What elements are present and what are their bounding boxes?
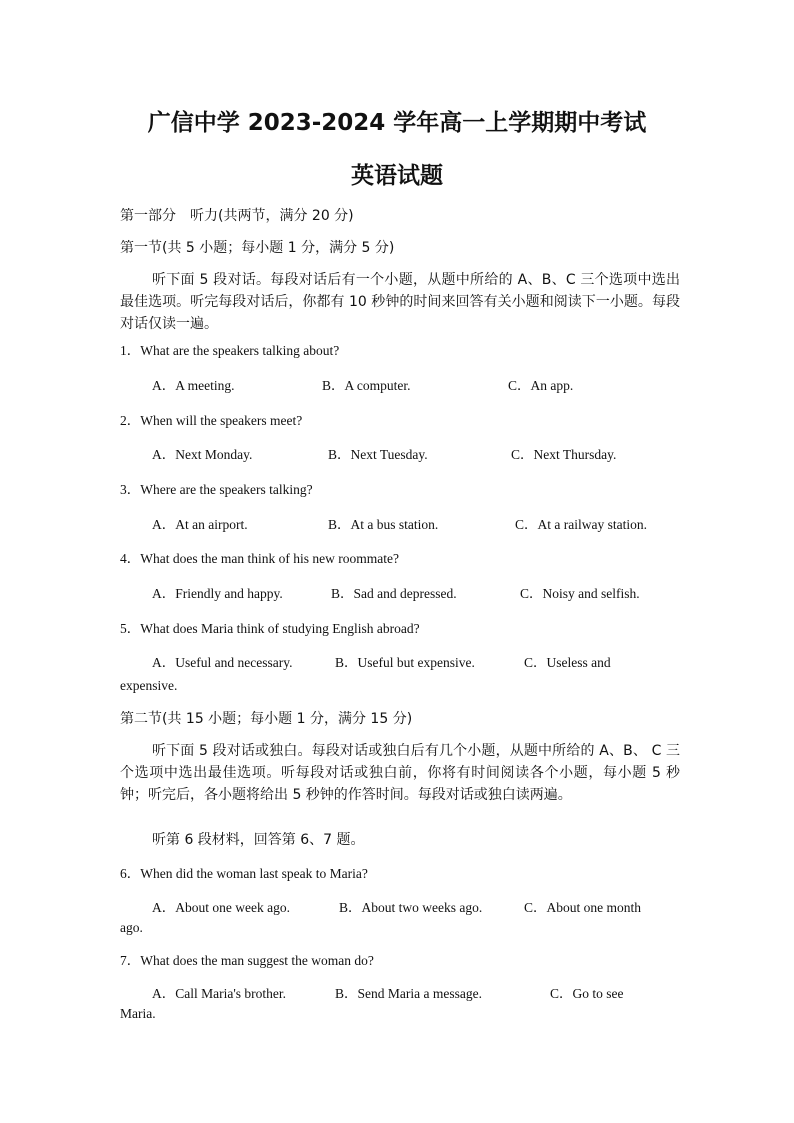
exam-title: 广信中学 2023-2024 学年高一上学期期中考试 bbox=[147, 110, 647, 136]
option-b: B．A computer. bbox=[322, 378, 411, 393]
option-a: A．Useful and necessary. bbox=[152, 655, 293, 670]
material-note: 听第 6 段材料，回答第 6、7 题。 bbox=[152, 832, 365, 848]
question-stem: 3．Where are the speakers talking? bbox=[120, 482, 313, 497]
question-stem: 2．When will the speakers meet? bbox=[120, 413, 303, 428]
option-c: C．An app. bbox=[508, 378, 574, 393]
option-a: A．At an airport. bbox=[152, 517, 248, 532]
option-c: C．About one month bbox=[524, 900, 641, 915]
section2-instructions: 听下面 5 段对话或独白。每段对话或独白后有几个小题，从题中所给的 A、B、 C 三个选项中选出最佳选项。听每段对话或独白前，你将有时间阅读各个小题，每小题 5 秒钟；听完后，各小题将给出 5 秒钟的作答时间。每段对话或独白读两遍。 bbox=[120, 743, 680, 803]
question-stem: 6．When did the woman last speak to Maria? bbox=[120, 866, 368, 881]
option-c: C．At a railway station. bbox=[515, 517, 647, 532]
option-a: A．Next Monday. bbox=[152, 447, 253, 462]
option-b: B．At a bus station. bbox=[328, 517, 439, 532]
part1-header: 第一部分 听力(共两节，满分 20 分) bbox=[120, 208, 354, 224]
option-c: C．Noisy and selfish. bbox=[520, 586, 640, 601]
section1-header: 第一节(共 5 小题；每小题 1 分，满分 5 分) bbox=[120, 240, 395, 256]
option-b: B．Sad and depressed. bbox=[331, 586, 457, 601]
option-a: A．Friendly and happy. bbox=[152, 586, 283, 601]
option-c: C．Useless and bbox=[524, 655, 611, 670]
section2-header: 第二节(共 15 小题；每小题 1 分，满分 15 分) bbox=[120, 711, 413, 727]
question-stem: 4．What does the man think of his new roommate? bbox=[120, 551, 399, 566]
option-b: B．About two weeks ago. bbox=[339, 900, 483, 915]
question-stem: 7．What does the man suggest the woman do? bbox=[120, 953, 374, 968]
option-a: A．About one week ago. bbox=[152, 900, 290, 915]
option-b: B．Send Maria a message. bbox=[335, 986, 482, 1001]
section1-instructions: 听下面 5 段对话。每段对话后有一个小题，从题中所给的 A、B、C 三个选项中选出最佳选项。听完每段对话后，你都有 10 秒钟的时间来回答有关小题和阅读下一小题。每段对话仅读一遍。 bbox=[120, 272, 680, 332]
option-b: B．Useful but expensive. bbox=[335, 655, 475, 670]
option-c-continued: expensive. bbox=[120, 678, 178, 693]
option-a: A．A meeting. bbox=[152, 378, 235, 393]
option-a: A．Call Maria's brother. bbox=[152, 986, 287, 1001]
option-c-continued: ago. bbox=[120, 920, 143, 935]
question-stem: 1．What are the speakers talking about? bbox=[120, 343, 340, 358]
subject-title: 英语试题 bbox=[351, 163, 443, 189]
option-b: B．Next Tuesday. bbox=[328, 447, 428, 462]
option-c: C．Go to see bbox=[550, 986, 624, 1001]
option-c-continued: Maria. bbox=[120, 1006, 156, 1021]
option-c: C．Next Thursday. bbox=[511, 447, 617, 462]
question-stem: 5．What does Maria think of studying English abroad? bbox=[120, 621, 420, 636]
